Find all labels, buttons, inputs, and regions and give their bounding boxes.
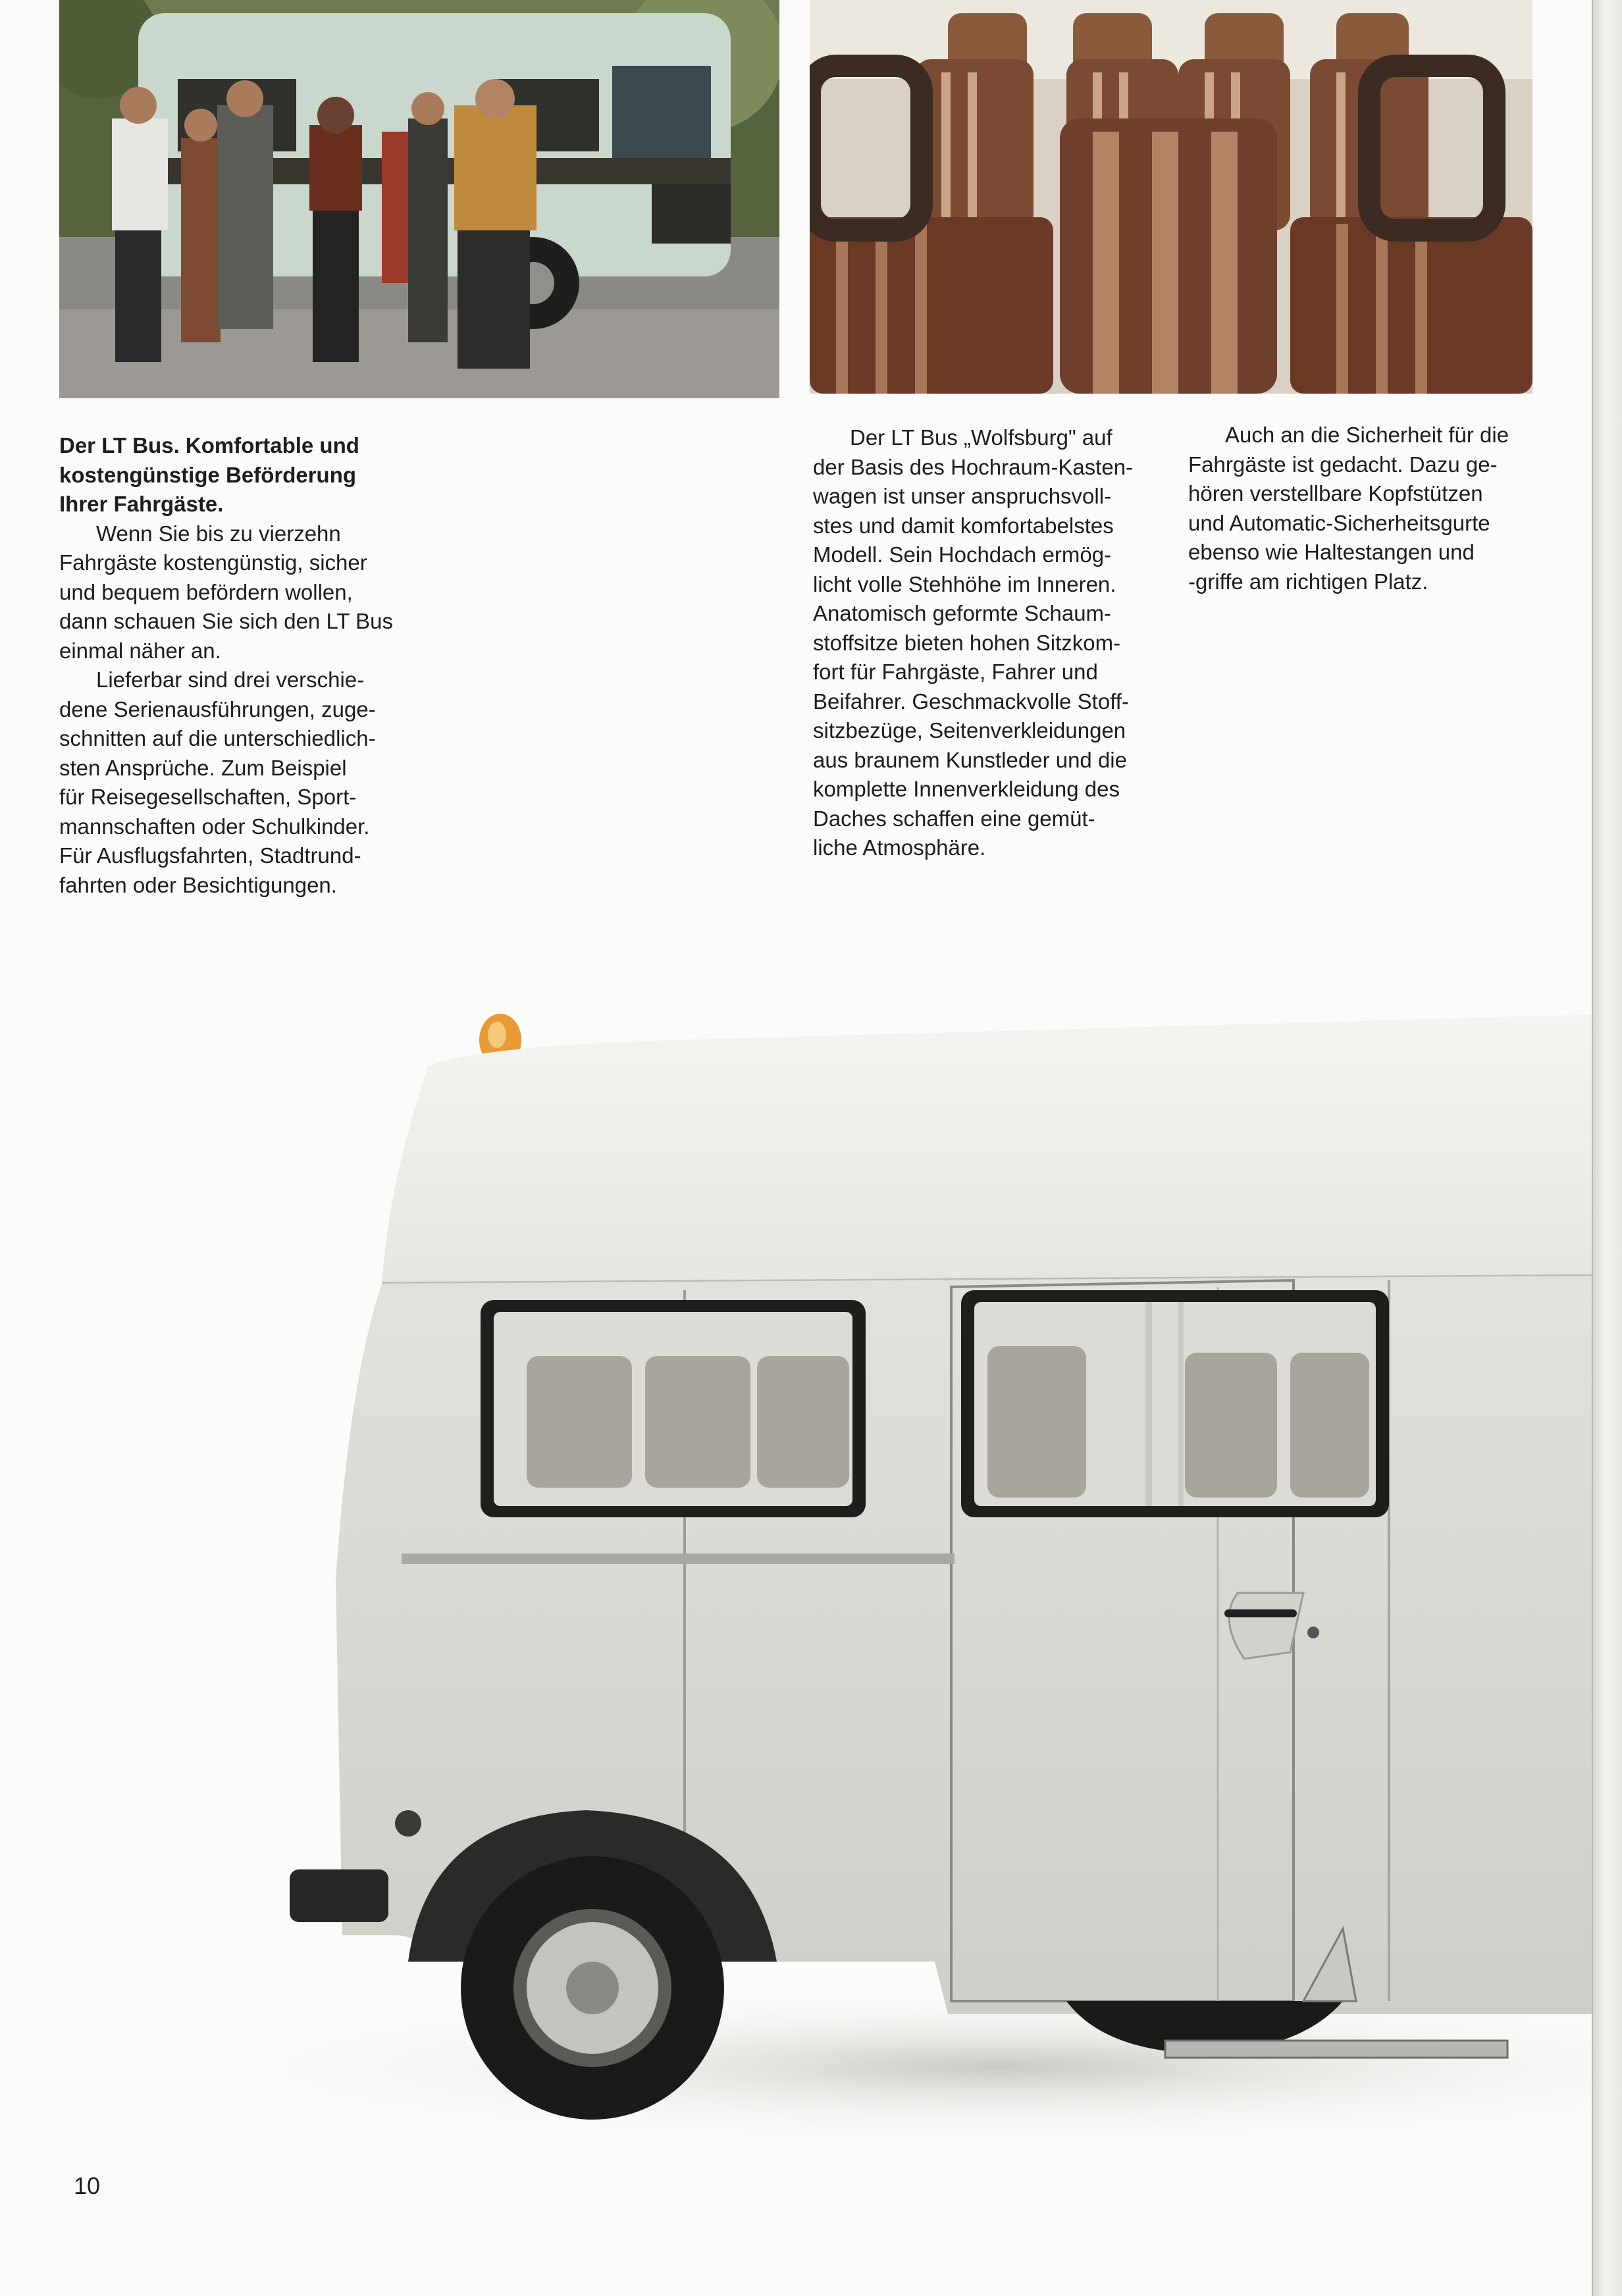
paragraph-safety: Auch an die Sicherheit für die Fahrgäste ist gedacht. Dazu ge- hören verstellbare Kopfstützen und Automatic-Sicherheitsgurte ebenso wie Haltestangen und -griffe am richtigen Platz. [1188,423,1509,594]
paragraph-wolfsburg: Der LT Bus „Wolfsburg" auf der Basis des Hochraum-Kasten- wagen ist unser anspruchsvoll- stes und damit komfortabelstes Modell. Sein Hochdach ermög- licht volle Stehhöhe im Inneren. Anatomisch geformte Schaum- stoffsitze bieten hohen Sitzkom- fort für Fahrgäste, Fahrer und Beifahrer. Geschmackvolle Stoff- sitzbezüge, Seitenverkleidungen aus braunem Kunstleder und die komplette Innenverkleidung des Daches schaffen eine gemüt- liche Atmosphäre. [813,425,1134,860]
photo-group-with-bus [59,0,779,398]
paragraph-intro: Wenn Sie bis zu vierzehn Fahrgäste kostengünstig, sicher und bequem befördern wollen, dann schauen Sie sich den LT Bus einmal näher an. [59,521,393,663]
next-page-edge [1592,0,1622,2296]
photo-bus-interior-seats [810,0,1532,394]
text-column-2 [813,423,1162,863]
section-heading: Der LT Bus. Komfortable und kostengünstige Beförderung Ihrer Fahrgäste. [59,433,359,516]
paragraph-versions: Lieferbar sind drei verschie- dene Serienausführungen, zuge- schnitten auf die unterschiedlich- sten Ansprüche. Zum Beispiel für Reisegesellschaften, Sport- mannschaften oder Schulkinder. Für Ausflugsfahrten, Stadtrund- fahrten oder Besichtigungen. [59,667,376,897]
photo-lt-bus-side [276,987,1622,2159]
text-column-3 [1188,421,1537,596]
text-column-1 [59,431,402,900]
page-number: 10 [74,2172,101,2199]
